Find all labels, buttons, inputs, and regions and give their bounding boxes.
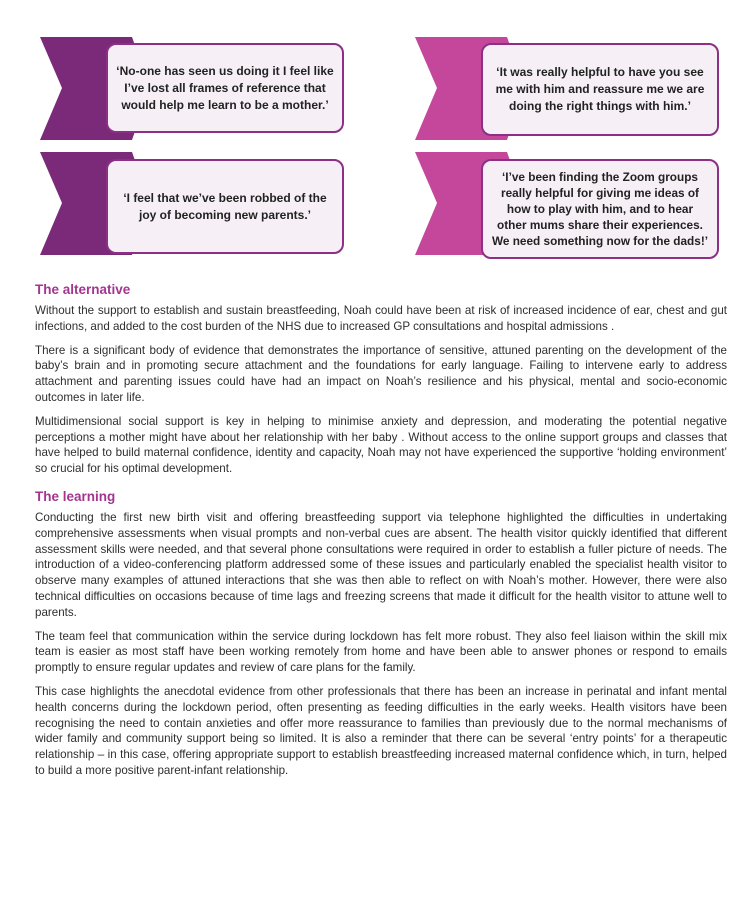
section-alternative	[35, 282, 727, 477]
section-heading: The alternative	[35, 282, 131, 297]
paragraph: Multidimensional social support is key in helping to minimise anxiety and depression, and moderating the potential negative perceptions a mother might have about her relationship with her baby . Without access to the online support groups and classes that have helped to build maternal confidence, identity and capacity, Noah may not have experienced the supportive ‘holding environment’ so crucial for his optimal development.	[35, 414, 727, 476]
article-body	[35, 282, 727, 787]
section-learning	[35, 489, 727, 779]
quote-text-2: ‘It was really helpful to have you see me with him and reassure me we are doing the right things with him.’	[495, 65, 705, 113]
quote-panel	[0, 0, 754, 270]
section-heading: The learning	[35, 488, 116, 504]
paragraph: Conducting the first new birth visit and offering breastfeeding support via telephone highlighted the difficulties in undertaking comprehensive assessments when visual prompts and non-verbal cues are absent. The health visitor quickly identified that different assessment skills were needed, and that several phone consultations were required in order to establish a fuller picture of needs. The introduction of a video-conferencing platform addressed some of these issues and particularly enabled the specialist health visitor to observe many examples of attuned interactions that she was then able to reflect on with Noah’s mother. However, there were also technical difficulties on occasions because of time lags and freezing screens that made it difficult for the health visitor to attune well to parents.	[35, 510, 727, 619]
quote-card-2	[481, 43, 719, 136]
quote-card-3	[106, 159, 344, 254]
paragraph: Without the support to establish and sustain breastfeeding, Noah could have been at risk of increased incidence of ear, chest and gut infections, and added to the cost burden of the NHS due to increased GP consultations and hospital admissions .	[35, 304, 727, 333]
paragraph: This case highlights the anecdotal evidence from other professionals that there has been an increase in perinatal and infant mental health concerns during the lockdown period, often presenting as feeding difficulties in the early weeks. Health visitors have been recognising the need to contain anxieties and offer more reassurance to families than previously due to the normal mechanisms of wider family and community support being so limited. It is also a reminder that there can be several ‘entry points’ for a therapeutic relationship – in this case, offering appropriate support to establish breastfeeding increased maternal confidence which, in turn, helped to build a more positive parent-infant relationship.	[35, 684, 727, 777]
paragraph: There is a significant body of evidence that demonstrates the importance of sensitive, attuned parenting on the development of the baby’s brain and in promoting secure attachment and the foundations for early language. Failing to intervene early to address attachment and parenting issues could have had an impact on Noah’s resilience and his physical, mental and socio-economic outcomes in later life.	[35, 343, 727, 404]
quote-text-4: ‘I’ve been finding the Zoom groups really helpful for giving me ideas of how to play with him, and to hear other mums share their experiences. We need something now for the dads!’	[491, 170, 709, 248]
quote-card-4	[481, 159, 719, 259]
quote-text-3: ‘I feel that we’ve been robbed of the joy of becoming new parents.’	[123, 190, 327, 222]
quote-card-1	[106, 43, 344, 133]
paragraph: The team feel that communication within the service during lockdown has felt more robust. They also feel liaison within the skill mix team is easier as most staff have been working remotely from home and have been able to answer phones or respond to emails promptly to ensure regular updates and review of care plans for the family.	[35, 629, 727, 675]
quote-text-1: ‘No-one has seen us doing it I feel like I’ve lost all frames of reference that would help me learn to be a mother.’	[116, 63, 334, 112]
